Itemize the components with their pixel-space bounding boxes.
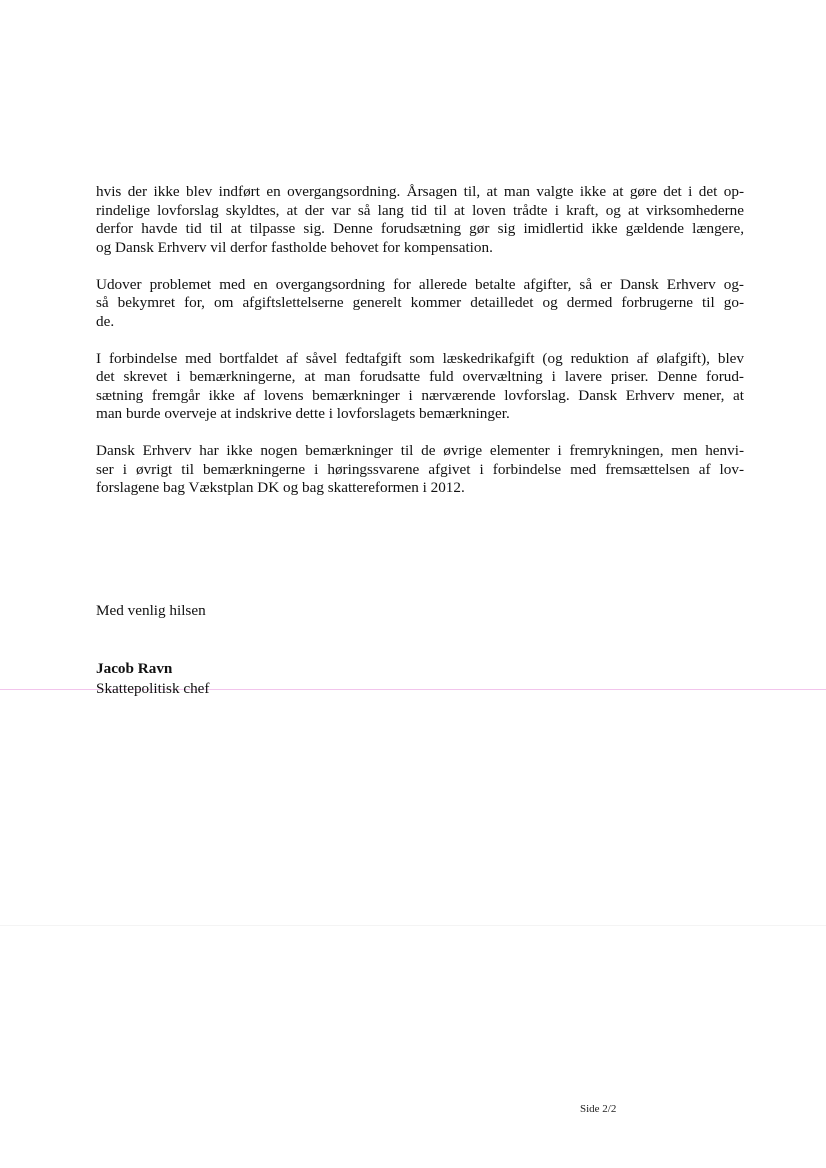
paragraph-line: de. xyxy=(96,312,115,330)
paragraph-3 xyxy=(96,350,744,424)
paragraph-line: Udover problemet med en overgangsordning for allerede betalte afgifter, så er Dansk Erhverv og- xyxy=(96,275,744,293)
signer-title: Skattepolitisk chef xyxy=(96,680,210,697)
letter-body xyxy=(96,183,744,516)
paragraph-line: Dansk Erhverv har ikke nogen bemærkninger til de øvrige elementer i fremrykningen, men henvi- xyxy=(96,442,744,459)
paragraph-1 xyxy=(96,183,744,257)
signer-name: Jacob Ravn xyxy=(96,660,173,677)
paragraph-2 xyxy=(96,276,744,332)
paragraph-4 xyxy=(96,442,744,498)
paragraph-line: hvis der ikke blev indført en overgangsordning. Årsagen til, at man valgte ikke at gøre det i det op- xyxy=(96,183,744,200)
paragraph-line: det skrevet i bemærkningerne, at man forudsatte fuld overvæltning i lavere priser. Denne forud- xyxy=(96,368,744,385)
paragraph-line: rindelige lovforslag skyldtes, at der var så lang tid til at loven trådte i kraft, og at virksomhederne xyxy=(96,201,744,219)
paragraph-line: og Dansk Erhverv vil derfor fastholde behovet for kompensation. xyxy=(96,238,493,256)
closing-greeting: Med venlig hilsen xyxy=(96,602,206,619)
paragraph-line: derfor havde tid til at tilpasse sig. Denne forudsætning gør sig imidlertid ikke gældende længere, xyxy=(96,220,744,237)
paragraph-line: I forbindelse med bortfaldet af såvel fedtafgift som læskedrikafgift (og reduktion af ølafgift), blev xyxy=(96,349,744,367)
paragraph-line: sætning fremgår ikke af lovens bemærkninger i nærværende lovforslag. Dansk Erhverv mener, at xyxy=(96,386,744,404)
paragraph-line: ser i øvrigt til bemærkningerne i høringssvarene afgivet i forbindelse med fremsættelsen af lov- xyxy=(96,460,744,478)
paragraph-line: man burde overveje at indskrive dette i lovforslagets bemærkninger. xyxy=(96,405,510,422)
faint-divider xyxy=(0,925,826,926)
page-number: Side 2/2 xyxy=(580,1103,617,1115)
paragraph-line: forslagene bag Vækstplan DK og bag skattereformen i 2012. xyxy=(96,479,465,496)
paragraph-line: så bekymret for, om afgiftslettelserne generelt kommer detailledet og dermed forbrugerne til go- xyxy=(96,294,744,311)
